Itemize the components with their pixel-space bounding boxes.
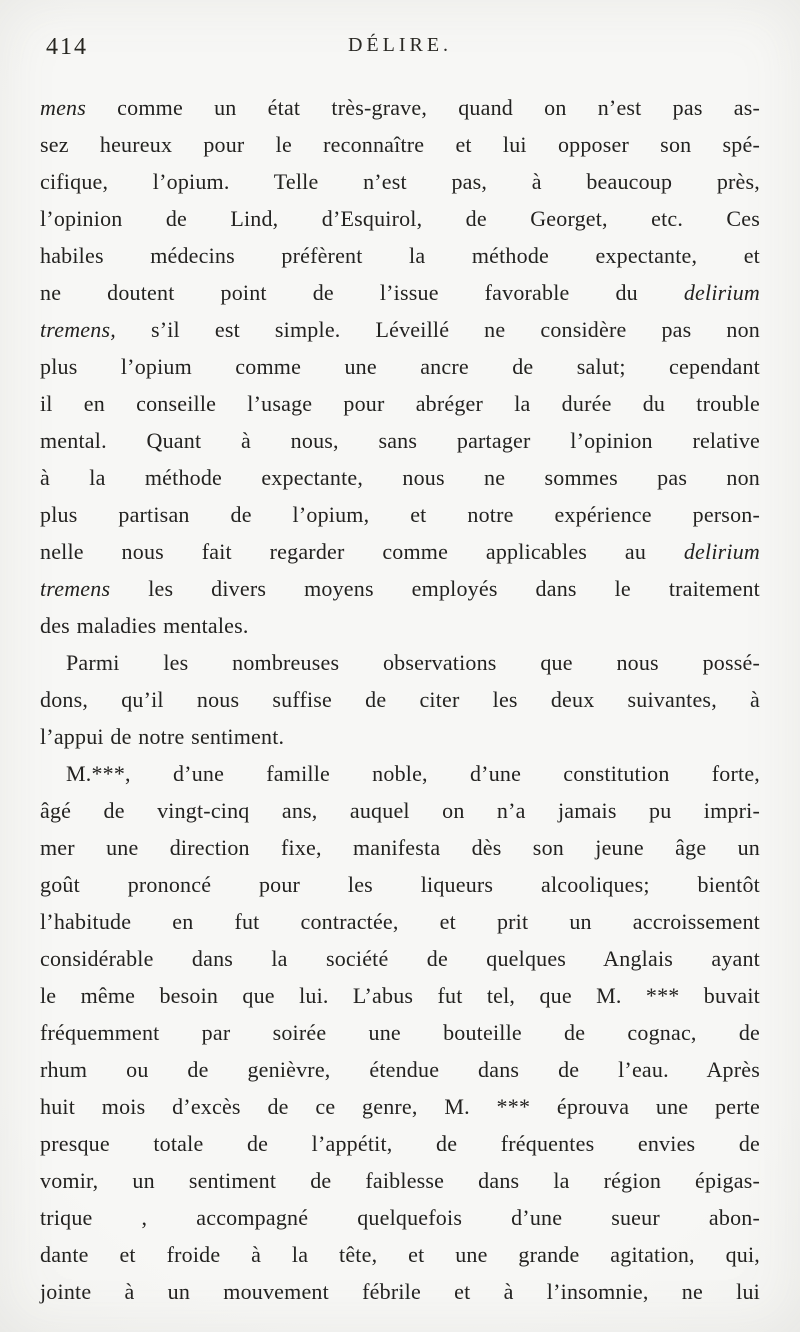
text-line (40, 570, 760, 607)
text-segment: comme un état très-grave, quand on n’est pas as- (86, 95, 760, 120)
text-line (40, 829, 760, 866)
text-segment: s’il est simple. Léveillé ne considère pas non (115, 317, 760, 342)
text-segment: habiles médecins préfèrent la méthode expectante, et (40, 243, 760, 268)
text-line (40, 459, 760, 496)
text-line (40, 385, 760, 422)
text-line (40, 1125, 760, 1162)
text-segment: le même besoin que lui. L’abus fut tel, que M. *** buvait (40, 983, 760, 1008)
page-header (40, 34, 760, 64)
text-segment: l’habitude en fut contractée, et prit un accroissement (40, 909, 760, 934)
text-segment: trique , accompagné quelquefois d’une sueur abon- (40, 1205, 760, 1230)
text-line (40, 1199, 760, 1236)
text-segment: plus l’opium comme une ancre de salut; cependant (40, 354, 760, 379)
text-line (40, 200, 760, 237)
italic-text: tremens (40, 576, 111, 601)
text-line (40, 607, 760, 644)
text-line (40, 1051, 760, 1088)
text-segment: goût prononcé pour les liqueurs alcooliques; bientôt (40, 872, 760, 897)
text-line (40, 533, 760, 570)
text-segment: des maladies mentales. (40, 613, 249, 638)
text-line (40, 755, 760, 792)
text-line (40, 940, 760, 977)
text-line (40, 1088, 760, 1125)
text-line (40, 866, 760, 903)
text-line (40, 1236, 760, 1273)
text-line (40, 792, 760, 829)
italic-text: delirium (683, 280, 760, 305)
text-segment: il en conseille l’usage pour abréger la durée du trouble (40, 391, 760, 416)
running-title: DÉLIRE. (347, 34, 453, 56)
text-line (40, 311, 760, 348)
text-segment: dante et froide à la tête, et une grande agitation, qui, (40, 1242, 760, 1267)
text-segment: plus partisan de l’opium, et notre expérience person- (40, 502, 760, 527)
text-segment: presque totale de l’appétit, de fréquentes envies de (40, 1131, 760, 1156)
text-line (40, 903, 760, 940)
text-segment: âgé de vingt-cinq ans, auquel on n’a jamais pu impri- (40, 798, 760, 823)
text-segment: huit mois d’excès de ce genre, M. *** éprouva une perte (40, 1094, 760, 1119)
text-line (40, 237, 760, 274)
text-segment: jointe à un mouvement fébrile et à l’insomnie, ne lui (40, 1279, 760, 1304)
text-segment: nelle nous fait regarder comme applicables au (40, 539, 684, 564)
text-segment: Parmi les nombreuses observations que nous possé- (66, 650, 760, 675)
text-segment: à la méthode expectante, nous ne sommes pas non (40, 465, 760, 490)
text-segment: considérable dans la société de quelques Anglais ayant (40, 946, 760, 971)
text-segment: mer une direction fixe, manifesta dès son jeune âge un (40, 835, 760, 860)
text-line (40, 126, 760, 163)
text-segment: sez heureux pour le reconnaître et lui opposer son spé- (40, 132, 760, 157)
text-line (40, 977, 760, 1014)
text-segment: dons, qu’il nous suffise de citer les deux suivantes, à (40, 687, 760, 712)
italic-text: delirium (683, 539, 760, 564)
text-line (40, 1014, 760, 1051)
text-line (40, 163, 760, 200)
text-line (40, 1162, 760, 1199)
page-body (40, 89, 760, 1310)
text-segment: rhum ou de genièvre, étendue dans de l’eau. Après (40, 1057, 760, 1082)
text-line (40, 496, 760, 533)
text-line (40, 422, 760, 459)
text-line (40, 644, 760, 681)
text-segment: mental. Quant à nous, sans partager l’opinion relative (40, 428, 760, 453)
text-segment: M.***, d’une famille noble, d’une constitution forte, (66, 761, 760, 786)
text-line (40, 274, 760, 311)
text-line (40, 1273, 760, 1310)
italic-text: mens (40, 95, 87, 120)
text-segment: vomir, un sentiment de faiblesse dans la région épigas- (40, 1168, 760, 1193)
text-line (40, 89, 760, 126)
text-segment: les divers moyens employés dans le traitement (110, 576, 760, 601)
text-segment: ne doutent point de l’issue favorable du (40, 280, 684, 305)
text-segment: fréquemment par soirée une bouteille de cognac, de (40, 1020, 760, 1045)
italic-text: tremens, (40, 317, 116, 342)
text-line (40, 718, 760, 755)
text-segment: l’opinion de Lind, d’Esquirol, de Georget, etc. Ces (40, 206, 760, 231)
page-number: 414 (46, 34, 88, 60)
text-segment: cifique, l’opium. Telle n’est pas, à beaucoup près, (40, 169, 760, 194)
text-segment: l’appui de notre sentiment. (40, 724, 285, 749)
text-line (40, 348, 760, 385)
text-line (40, 681, 760, 718)
